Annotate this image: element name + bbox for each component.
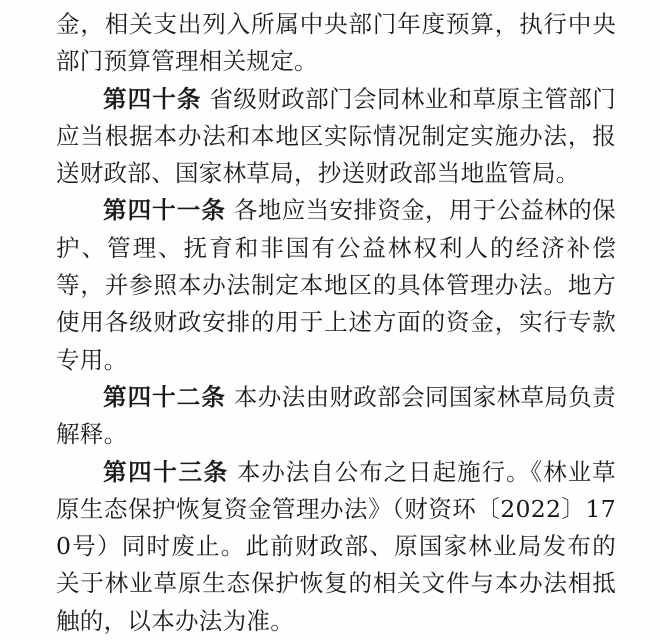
article-text: 本办法由财政部会同国家林草局负责解释。 xyxy=(56,382,616,449)
article-42 xyxy=(56,379,616,454)
document-body xyxy=(56,6,616,640)
article-number: 第四十三条 xyxy=(103,457,229,486)
article-number: 第四十条 xyxy=(103,84,202,113)
article-40 xyxy=(56,81,616,193)
paragraph-text: 金，相关支出列入所属中央部门年度预算，执行中央部门预算管理相关规定。 xyxy=(56,10,616,76)
article-number: 第四十二条 xyxy=(103,382,226,411)
article-text: 各地应当安排资金，用于公益林的保护、管理、抚育和非国有公益林权利人的经济补偿等，并参照本办法制定本地区的具体管理办法。地方使用各级财政安排的用于上述方面的资金，实行专款专用。 xyxy=(56,196,616,374)
paragraph-continuation xyxy=(56,6,616,81)
article-41 xyxy=(56,192,616,378)
article-number: 第四十一条 xyxy=(103,196,226,225)
article-text: 省级财政部门会同林业和草原主管部门应当根据本办法和本地区实际情况制定实施办法，报送财政部、国家林草局，抄送财政部当地监管局。 xyxy=(56,84,616,188)
article-text: 本办法自公布之日起施行。《林业草原生态保护恢复资金管理办法》（财资环〔2022〕170号）同时废止。此前财政部、原国家林业局发布的关于林业草原生态保护恢复的相关文件与本办法相抵触的，以本办法为准。 xyxy=(56,457,616,635)
article-43 xyxy=(56,454,616,640)
